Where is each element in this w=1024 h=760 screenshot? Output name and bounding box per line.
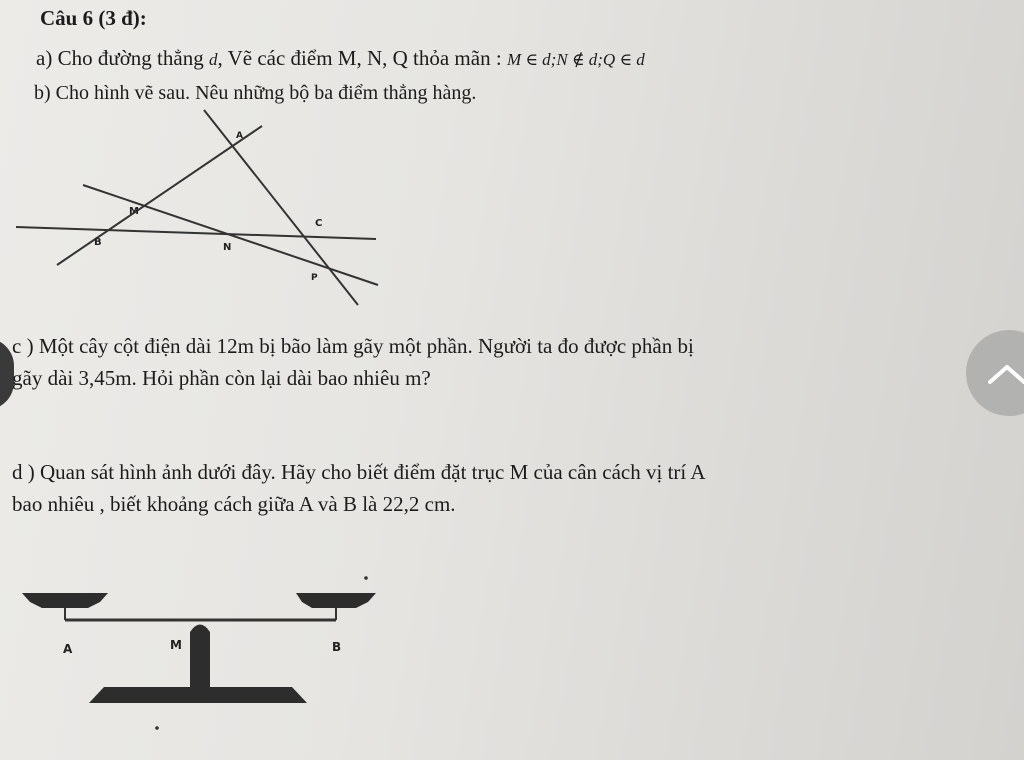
scale-label-m: M: [170, 638, 182, 652]
point-label-c: C: [315, 218, 323, 229]
scale-figure: [0, 560, 400, 740]
question-a: [36, 46, 645, 71]
question-b: b) Cho hình vẽ sau. Nêu những bộ ba điểm thẳng hàng.: [34, 82, 477, 104]
point-label-m: M: [129, 206, 139, 217]
question-d-line-2: bao nhiêu , biết khoảng cách giữa A và B là 22,2 cm.: [12, 492, 456, 516]
scale-base: [89, 687, 307, 703]
question-d-line-1: d ) Quan sát hình ảnh dưới đây. Hãy cho biết điểm đặt trục M của cân cách vị trí A: [12, 460, 706, 484]
chevron-up-icon: [986, 362, 1024, 386]
question-title: Câu 6 (3 đ):: [40, 6, 147, 30]
point-label-n: N: [223, 242, 232, 253]
question-c-line-1: c ) Một cây cột điện dài 12m bị bão làm gãy một phần. Người ta đo được phần bị: [12, 334, 694, 358]
question-a-line-d: d: [208, 50, 218, 69]
question-a-text-2: , Vẽ các điểm M, N, Q thỏa mãn :: [217, 46, 507, 70]
mark-dot: [364, 576, 368, 580]
left-pan: [22, 593, 108, 608]
line-a-c-p: [204, 110, 358, 305]
scroll-up-button[interactable]: [966, 330, 1024, 416]
point-label-a: A: [236, 131, 243, 141]
scale-pivot: [190, 625, 210, 688]
question-a-math: M ∈ d;N ∉ d;Q ∈ d: [506, 50, 645, 69]
scale-label-b: B: [332, 640, 342, 654]
scale-label-a: A: [63, 642, 73, 656]
mark-dot-bottom: [155, 726, 159, 730]
right-pan: [296, 593, 376, 608]
question-c-line-2: gãy dài 3,45m. Hỏi phần còn lại dài bao nhiêu m?: [12, 366, 431, 390]
point-label-p: P: [311, 273, 318, 283]
point-label-b: B: [94, 237, 102, 248]
lines-figure: [0, 100, 400, 315]
question-a-text: a) Cho đường thẳng: [36, 46, 209, 70]
